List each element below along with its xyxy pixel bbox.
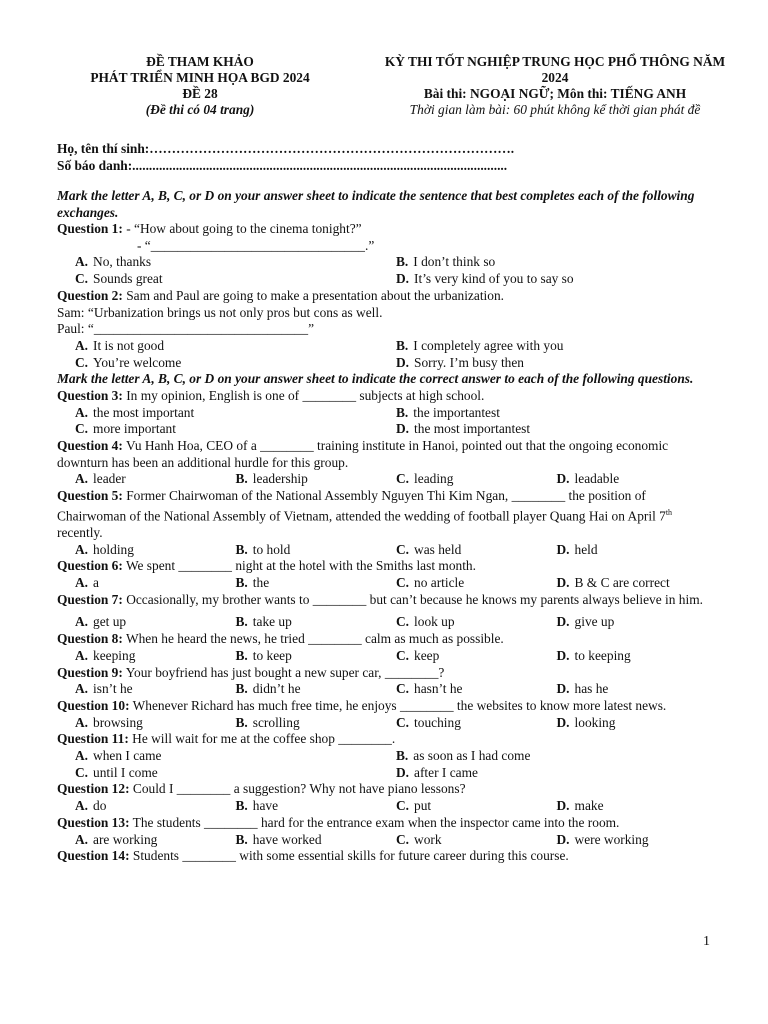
option-b[interactable]: B. I completely agree with you	[396, 337, 564, 353]
question-3-options-2	[57, 421, 717, 438]
page-count-note: (Đề thi có 04 trang)	[145, 102, 255, 117]
question-7-options	[57, 614, 717, 631]
option-c[interactable]: C. was held	[396, 541, 462, 557]
question-stem: - “How about going to the cinema tonight?”	[122, 221, 362, 236]
option-c[interactable]: C. until I come	[75, 764, 158, 780]
option-c[interactable]: C. put	[396, 798, 432, 814]
option-d[interactable]: D. were working	[556, 831, 649, 847]
question-2: Question 2: Sam and Paul are going to make a presentation about the urbanization.	[57, 287, 504, 303]
option-c[interactable]: C. look up	[396, 614, 455, 630]
question-11-options-2	[57, 765, 717, 782]
instruction-exchanges: Mark the letter A, B, C, or D on your answer sheet to indicate the sentence that best completes each of the following exchanges.	[57, 188, 695, 220]
option-b[interactable]: B. scrolling	[235, 714, 300, 730]
question-1	[57, 221, 717, 238]
option-d[interactable]: D. B & C are correct	[556, 575, 670, 591]
option-d[interactable]: D. has he	[556, 681, 609, 697]
instruction-correct-answer: Mark the letter A, B, C, or D on your answer sheet to indicate the correct answer to each of the following questions.	[57, 371, 694, 387]
doc-subtitle: PHÁT TRIỂN MINH HỌA BGD 2024	[90, 70, 310, 85]
question-13: Question 13: The students ________ hard for the entrance exam when the inspector came into the room.	[57, 814, 620, 830]
option-a[interactable]: A. are working	[75, 831, 158, 847]
option-c[interactable]: C. more important	[75, 421, 176, 437]
question-8-options	[57, 648, 717, 665]
exam-year: 2024	[541, 70, 569, 85]
question-1-options	[57, 254, 717, 271]
exam-number: ĐỀ 28	[182, 86, 218, 101]
header-left	[40, 54, 360, 118]
option-d[interactable]: D. Sorry. I’m busy then	[396, 354, 524, 370]
option-d[interactable]: D. It’s very kind of you to say so	[396, 271, 574, 287]
option-b[interactable]: B. I don’t think so	[396, 254, 496, 270]
question-2-paul: Paul: “________________________________”	[57, 321, 315, 337]
question-5-options	[57, 542, 717, 559]
option-d[interactable]: D. held	[556, 541, 598, 557]
question-10-options	[57, 715, 717, 732]
option-c[interactable]: C. leading	[396, 471, 454, 487]
candidate-name-line: Họ, tên thí sinh:……………………………………………………………………….	[57, 141, 515, 156]
option-b[interactable]: B. to hold	[235, 541, 291, 557]
option-c[interactable]: C. no article	[396, 575, 465, 591]
option-c[interactable]: C. work	[396, 831, 442, 847]
option-a[interactable]: A. No, thanks	[75, 254, 152, 270]
option-a[interactable]: A. browsing	[75, 714, 143, 730]
option-b[interactable]: B. didn’t he	[235, 681, 301, 697]
question-12-options	[57, 798, 717, 815]
option-a[interactable]: A. when I came	[75, 748, 162, 764]
option-d[interactable]: D. to keeping	[556, 647, 631, 663]
option-b[interactable]: B. have	[235, 798, 279, 814]
time-note: Thời gian làm bài: 60 phút không kể thời gian phát đề	[409, 102, 701, 117]
option-c[interactable]: C. keep	[396, 647, 440, 663]
question-4-options	[57, 471, 717, 488]
option-b[interactable]: B. leadership	[235, 471, 308, 487]
question-1-response: - “________________________________.”	[137, 237, 375, 253]
option-b[interactable]: B. the	[235, 575, 270, 591]
option-d[interactable]: D. the most importantest	[396, 421, 531, 437]
questions	[57, 188, 717, 865]
question-13-options	[57, 832, 717, 849]
option-a[interactable]: A. leader	[75, 471, 126, 487]
option-d[interactable]: D. looking	[556, 714, 616, 730]
subject-line: Bài thi: NGOẠI NGỮ; Môn thi: TIẾNG ANH	[423, 86, 687, 101]
option-b[interactable]: B. as soon as I had come	[396, 748, 531, 764]
question-9-options	[57, 681, 717, 698]
option-b[interactable]: B. to keep	[235, 647, 292, 663]
question-11-options	[57, 748, 717, 765]
question-2-options	[57, 338, 717, 355]
candidate-id-line: Số báo danh:................................................................................................................	[57, 158, 508, 173]
candidate-info	[57, 140, 514, 174]
option-c[interactable]: C. Sounds great	[75, 271, 163, 287]
question-6-options	[57, 575, 717, 592]
option-a[interactable]: A. the most important	[75, 404, 195, 420]
option-a[interactable]: A. keeping	[75, 647, 136, 663]
question-2-sam: Sam: “Urbanization brings us not only pros but cons as well.	[57, 304, 383, 320]
option-d[interactable]: D. after I came	[396, 764, 478, 780]
option-a[interactable]: A. isn’t he	[75, 681, 133, 697]
question-1-options-2	[57, 271, 717, 288]
header-right	[350, 54, 760, 118]
question-10: Question 10: Whenever Richard has much free time, he enjoys ________ the websites to know more latest news.	[57, 697, 667, 713]
option-d[interactable]: D. give up	[556, 614, 615, 630]
doc-type: ĐỀ THAM KHẢO	[146, 54, 254, 69]
option-c[interactable]: C. touching	[396, 714, 461, 730]
question-2-options-2	[57, 355, 717, 372]
question-9: Question 9: Your boyfriend has just bought a new super car, ________?	[57, 664, 445, 680]
question-5: Question 5: Former Chairwoman of the National Assembly Nguyen Thi Kim Ngan, ________ the position of Chairwoman of the National Assembly of Vietnam, attended the wedding of football player Quang Hai on April 7th recently.	[57, 488, 673, 540]
option-a[interactable]: A. a	[75, 575, 99, 591]
question-14: Question 14: Students ________ with some essential skills for future career during this course.	[57, 848, 569, 864]
option-a[interactable]: A. get up	[75, 614, 127, 630]
question-7: Question 7: Occasionally, my brother wants to ________ but can’t because he knows my parents always believe in him.	[57, 591, 703, 607]
page-number: 1	[703, 934, 710, 949]
question-11: Question 11: He will wait for me at the coffee shop ________.	[57, 731, 396, 747]
option-d[interactable]: D. leadable	[556, 471, 620, 487]
option-a[interactable]: A. holding	[75, 541, 134, 557]
exam-title: KỲ THI TỐT NGHIỆP TRUNG HỌC PHỔ THÔNG NĂM	[384, 54, 726, 69]
question-4: Question 4: Vu Hanh Hoa, CEO of a ________ training institute in Hanoi, pointed out that the ongoing economic downturn has been an additional hurdle for this group.	[57, 437, 669, 470]
option-c[interactable]: C. You’re welcome	[75, 354, 182, 370]
question-label: Question 1:	[57, 221, 123, 236]
question-3-options	[57, 405, 717, 422]
question-3: Question 3: In my opinion, English is one of ________ subjects at high school.	[57, 387, 485, 403]
question-12: Question 12: Could I ________ a suggestion? Why not have piano lessons?	[57, 781, 466, 797]
option-b[interactable]: B. have worked	[235, 831, 322, 847]
option-a[interactable]: A. It is not good	[75, 337, 165, 353]
question-6: Question 6: We spent ________ night at the hotel with the Smiths last month.	[57, 558, 476, 574]
option-d[interactable]: D. make	[556, 798, 604, 814]
option-b[interactable]: B. the importantest	[396, 404, 500, 420]
question-8: Question 8: When he heard the news, he tried ________ calm as much as possible.	[57, 631, 504, 647]
option-c[interactable]: C. hasn’t he	[396, 681, 463, 697]
option-a[interactable]: A. do	[75, 798, 107, 814]
option-b[interactable]: B. take up	[235, 614, 292, 630]
